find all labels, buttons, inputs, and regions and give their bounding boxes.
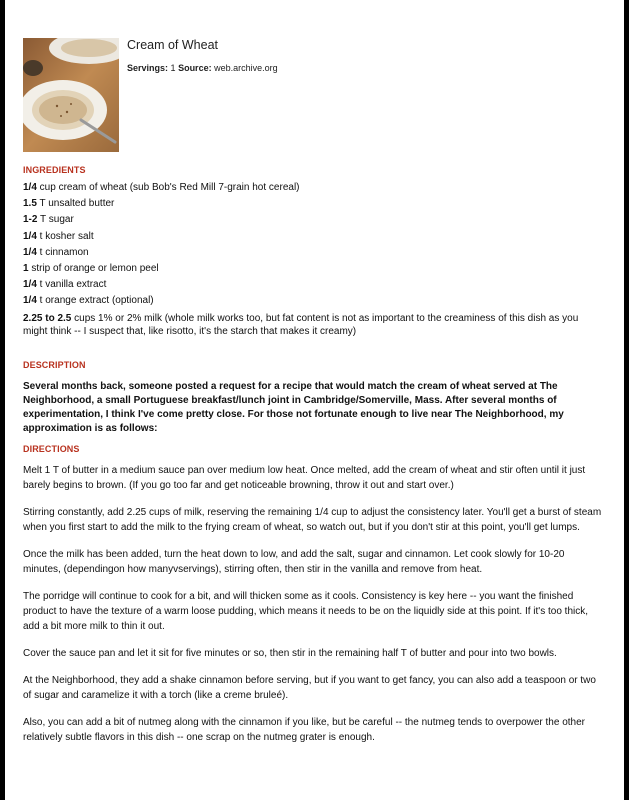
ingredient-item: 1.5 T unsalted butter — [23, 198, 115, 210]
direction-step: The porridge will continue to cook for a bit, and will thicken some as it cools. Consistency is key here -- you want the finished product to have the texture of a warm loose pudding, which means it needs to be on the liquidly side at this point. If it's too thick, add a bit more milk to thin it out. — [23, 591, 589, 632]
direction-step: Melt 1 T of butter in a medium sauce pan over medium low heat. Once melted, add the cream of wheat and stir often until it just barely begins to brown. (If you go too far and get noticeable browning, throw it out and start over.) — [23, 465, 586, 491]
ingredients-list — [23, 180, 601, 338]
direction-step: At the Neighborhood, they add a shake cinnamon before serving, but if you want to get fancy, you can also add a teaspoon or two of sugar and caramelize it with a torch (like a creme bruleé). — [23, 675, 596, 701]
ingredient-item: 1/4 t vanilla extract — [23, 279, 107, 291]
description-text: Several months back, someone posted a request for a recipe that would match the cream of wheat served at The Neighborhood, a small Portuguese breakfast/lunch joint in Cambridge/Somerville, Mass. After several months of experimentation, I think I've come pretty close. For those not fortunate enough to live near The Neighborhood, my approximation is as follows: — [23, 381, 564, 434]
recipe-page — [5, 0, 624, 800]
directions-list — [23, 463, 603, 757]
ingredient-item: 1/4 t kosher salt — [23, 230, 94, 242]
direction-step: Cover the sauce pan and let it sit for five minutes or so, then stir in the remaining half T of butter and pour into two bowls. — [23, 648, 557, 659]
directions-heading: DIRECTIONS — [23, 444, 80, 454]
recipe-photo-image — [23, 38, 119, 152]
servings-label: Servings: — [127, 63, 169, 73]
ingredient-item: 1/4 t orange extract (optional) — [23, 295, 154, 307]
description-heading: DESCRIPTION — [23, 360, 86, 370]
ingredients-heading: INGREDIENTS — [23, 165, 86, 175]
direction-step: Also, you can add a bit of nutmeg along with the cinnamon if you like, but be careful -- the nutmeg tends to overpower the other relatively subtle flavors in this dish -- one scrap on the nutmeg grater is enough. — [23, 717, 585, 743]
ingredient-item: 1/4 t cinnamon — [23, 246, 89, 258]
ingredient-item: 2.25 to 2.5 cups 1% or 2% milk (whole milk works too, but fat content is not as important to the creaminess of this dish as you might think -- I suspect that, like risotto, it's the starch that makes it creamy) — [23, 312, 579, 337]
source-value: web.archive.org — [214, 63, 278, 73]
source-label: Source: — [178, 63, 212, 73]
recipe-title: Cream of Wheat — [127, 38, 219, 52]
ingredient-item: 1-2 T sugar — [23, 214, 74, 226]
servings-value: 1 — [170, 63, 176, 73]
ingredient-item: 1 strip of orange or lemon peel — [23, 263, 159, 275]
ingredient-item: 1/4 cup cream of wheat (sub Bob's Red Mill 7-grain hot cereal) — [23, 182, 300, 193]
direction-step: Once the milk has been added, turn the heat down to low, and add the salt, sugar and cinnamon. Let cook slowly for 10-20 minutes, (dependingon how manyvservings), stirring often, then stir in the vanilla and remove from heat. — [23, 549, 565, 575]
direction-step: Stirring constantly, add 2.25 cups of milk, reserving the remaining 1/4 cup to adjust the consistency later. You'll get a burst of steam when you first start to add the milk to the frying cream of wheat, so watch out, but if you don't stir at this point, you'll get lumps. — [23, 507, 602, 533]
recipe-meta — [127, 63, 278, 73]
recipe-photo — [23, 38, 119, 152]
